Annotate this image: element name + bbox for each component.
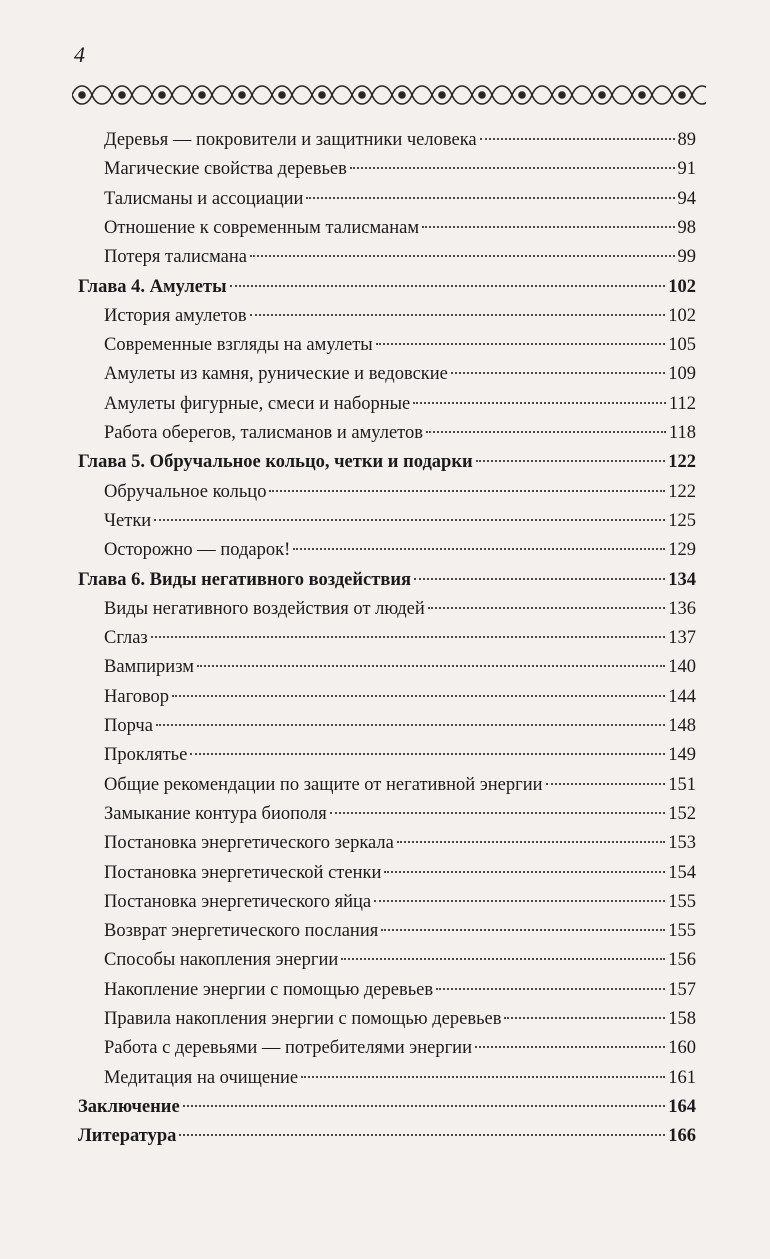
entry-title: Наговор [104, 686, 170, 707]
dot-leader [197, 665, 665, 667]
toc-chapter-entry [78, 1093, 696, 1121]
entry-title: Осторожно — подарок! [104, 540, 291, 561]
entry-page-number: 105 [668, 335, 696, 356]
entry-title: Вампиризм [104, 657, 194, 678]
toc-section-entry [104, 331, 696, 359]
entry-page-number: 164 [668, 1096, 696, 1117]
entry-title: Проклятье [104, 745, 188, 766]
entry-title: Постановка энергетического яйца [104, 891, 372, 912]
dot-leader [306, 197, 674, 199]
entry-page-number: 112 [668, 393, 696, 414]
toc-section-entry [104, 771, 696, 799]
toc-chapter-entry [78, 566, 696, 594]
toc-section-entry [104, 478, 696, 506]
dot-leader [480, 138, 675, 140]
page-number: 4 [74, 42, 85, 67]
entry-title: Четки [104, 510, 152, 531]
entry-page-number: 148 [668, 716, 696, 736]
dot-leader [428, 607, 665, 609]
dot-leader [151, 636, 666, 638]
toc-section-entry [104, 800, 696, 828]
dot-leader [414, 578, 665, 580]
toc-section-entry [104, 214, 696, 242]
dot-leader [374, 900, 665, 902]
entry-page-number: 134 [668, 569, 696, 590]
toc-section-entry [104, 683, 696, 711]
entry-page-number: 153 [668, 833, 696, 854]
entry-title: Современные взгляды на амулеты [104, 335, 373, 356]
entry-page-number: 122 [668, 481, 696, 502]
entry-title: Работа с деревьями — потребителями энергии [104, 1038, 472, 1059]
toc-section-entry [104, 712, 696, 740]
entry-page-number: 118 [668, 423, 696, 443]
entry-page-number: 157 [668, 979, 696, 1000]
entry-title: Медитация на очищение [104, 1067, 299, 1088]
entry-page-number: 137 [668, 628, 696, 649]
entry-page-number: 154 [668, 862, 696, 883]
entry-title: Накопление энергии с помощью деревьев [104, 979, 434, 1000]
entry-page-number: 161 [668, 1067, 696, 1088]
entry-page-number: 109 [668, 364, 696, 385]
dot-leader [413, 402, 666, 404]
dot-leader [476, 460, 666, 462]
entry-title: Магические свойства деревьев [104, 159, 347, 180]
entry-page-number: 158 [668, 1009, 696, 1029]
toc-section-entry [104, 859, 696, 887]
dot-leader [172, 695, 665, 697]
dot-leader [330, 812, 665, 814]
entry-title: Общие рекомендации по защите от негативной энергии [104, 774, 543, 795]
toc-section-entry [104, 946, 696, 974]
toc-section-entry [104, 624, 696, 652]
entry-page-number: 122 [668, 452, 696, 473]
entry-title: Отношение к современным талисманам [104, 217, 420, 238]
entry-page-number: 155 [668, 891, 696, 912]
entry-title: Замыкание контура биополя [104, 803, 327, 824]
entry-page-number: 94 [677, 188, 696, 209]
dot-leader [250, 314, 666, 316]
toc-section-entry [104, 360, 696, 388]
entry-page-number: 144 [668, 686, 696, 707]
dot-leader [504, 1017, 665, 1019]
toc-section-entry [104, 1064, 696, 1092]
toc-section-entry [104, 595, 696, 623]
toc-section-entry [104, 741, 696, 769]
entry-title: Талисманы и ассоциации [104, 188, 304, 209]
entry-title: Глава 4. Амулеты [78, 276, 227, 297]
dot-leader [422, 226, 674, 228]
entry-title: Постановка энергетического зеркала [104, 833, 394, 854]
entry-title: Потеря талисмана [104, 247, 247, 268]
entry-page-number: 125 [668, 510, 696, 531]
entry-title: Работа оберегов, талисманов и амулетов [104, 423, 423, 443]
entry-title: Заключение [78, 1096, 180, 1117]
toc-section-entry [104, 888, 696, 916]
entry-title: Амулеты из камня, рунические и ведовские [104, 364, 448, 385]
dot-leader [156, 724, 665, 726]
toc-section-entry [104, 419, 696, 447]
dot-leader [384, 871, 665, 873]
entry-title: Амулеты фигурные, смеси и наборные [104, 393, 411, 414]
dot-leader [475, 1046, 665, 1048]
entry-title: Постановка энергетической стенки [104, 862, 382, 883]
entry-page-number: 102 [668, 276, 696, 297]
entry-page-number: 129 [668, 540, 696, 561]
entry-title: Обручальное кольцо [104, 481, 267, 502]
entry-page-number: 98 [677, 217, 696, 238]
dot-leader [436, 988, 665, 990]
entry-title: Виды негативного воздействия от людей [104, 598, 425, 619]
entry-title: Глава 5. Обручальное кольцо, четки и подарки [78, 452, 473, 473]
dot-leader [397, 841, 665, 843]
dot-leader [376, 343, 666, 345]
entry-page-number: 89 [677, 130, 696, 150]
dot-leader [381, 929, 665, 931]
entry-page-number: 166 [668, 1126, 696, 1147]
entry-page-number: 152 [668, 803, 696, 824]
toc-chapter-entry [78, 1122, 696, 1150]
toc-section-entry [104, 829, 696, 857]
entry-page-number: 102 [668, 305, 696, 326]
entry-page-number: 91 [677, 159, 696, 180]
entry-title: История амулетов [104, 305, 247, 326]
dot-leader [341, 958, 665, 960]
toc-section-entry [104, 536, 696, 564]
entry-page-number: 136 [668, 598, 696, 619]
dot-leader [301, 1076, 665, 1078]
entry-page-number: 160 [668, 1038, 696, 1059]
toc-section-entry [104, 1005, 696, 1033]
entry-title: Литература [78, 1126, 177, 1147]
entry-title: Сглаз [104, 628, 148, 649]
toc-section-entry [104, 390, 696, 418]
entry-page-number: 151 [668, 774, 696, 795]
dot-leader [269, 490, 665, 492]
dot-leader [293, 548, 665, 550]
toc-section-entry [104, 653, 696, 681]
entry-title: Возврат энергетического послания [104, 921, 379, 942]
dot-leader [183, 1105, 666, 1107]
toc-section-entry [104, 917, 696, 945]
toc-section-entry [104, 243, 696, 271]
toc-section-entry [104, 155, 696, 183]
entry-page-number: 99 [677, 247, 696, 268]
dot-leader [230, 285, 666, 287]
toc-section-entry [104, 185, 696, 213]
dot-leader [426, 431, 666, 433]
entry-page-number: 155 [668, 921, 696, 942]
toc-chapter-entry [78, 273, 696, 301]
entry-title: Правила накопления энергии с помощью деревьев [104, 1009, 502, 1029]
dot-leader [250, 255, 675, 257]
toc-section-entry [104, 302, 696, 330]
toc-chapter-entry [78, 448, 696, 476]
entry-title: Порча [104, 716, 153, 736]
entry-title: Деревья — покровители и защитники человека [104, 130, 477, 150]
toc-section-entry [104, 507, 696, 535]
entry-title: Глава 6. Виды негативного воздействия [78, 569, 412, 590]
dot-leader [190, 753, 665, 755]
toc-section-entry [104, 976, 696, 1004]
entry-page-number: 156 [668, 950, 696, 971]
toc-section-entry [104, 126, 696, 154]
dot-leader [179, 1134, 665, 1136]
dot-leader [546, 783, 666, 785]
entry-page-number: 149 [668, 745, 696, 766]
entry-page-number: 140 [668, 657, 696, 678]
toc-section-entry [104, 1034, 696, 1062]
dot-leader [154, 519, 665, 521]
entry-title: Способы накопления энергии [104, 950, 339, 971]
dot-leader [451, 372, 665, 374]
dot-leader [350, 167, 675, 169]
